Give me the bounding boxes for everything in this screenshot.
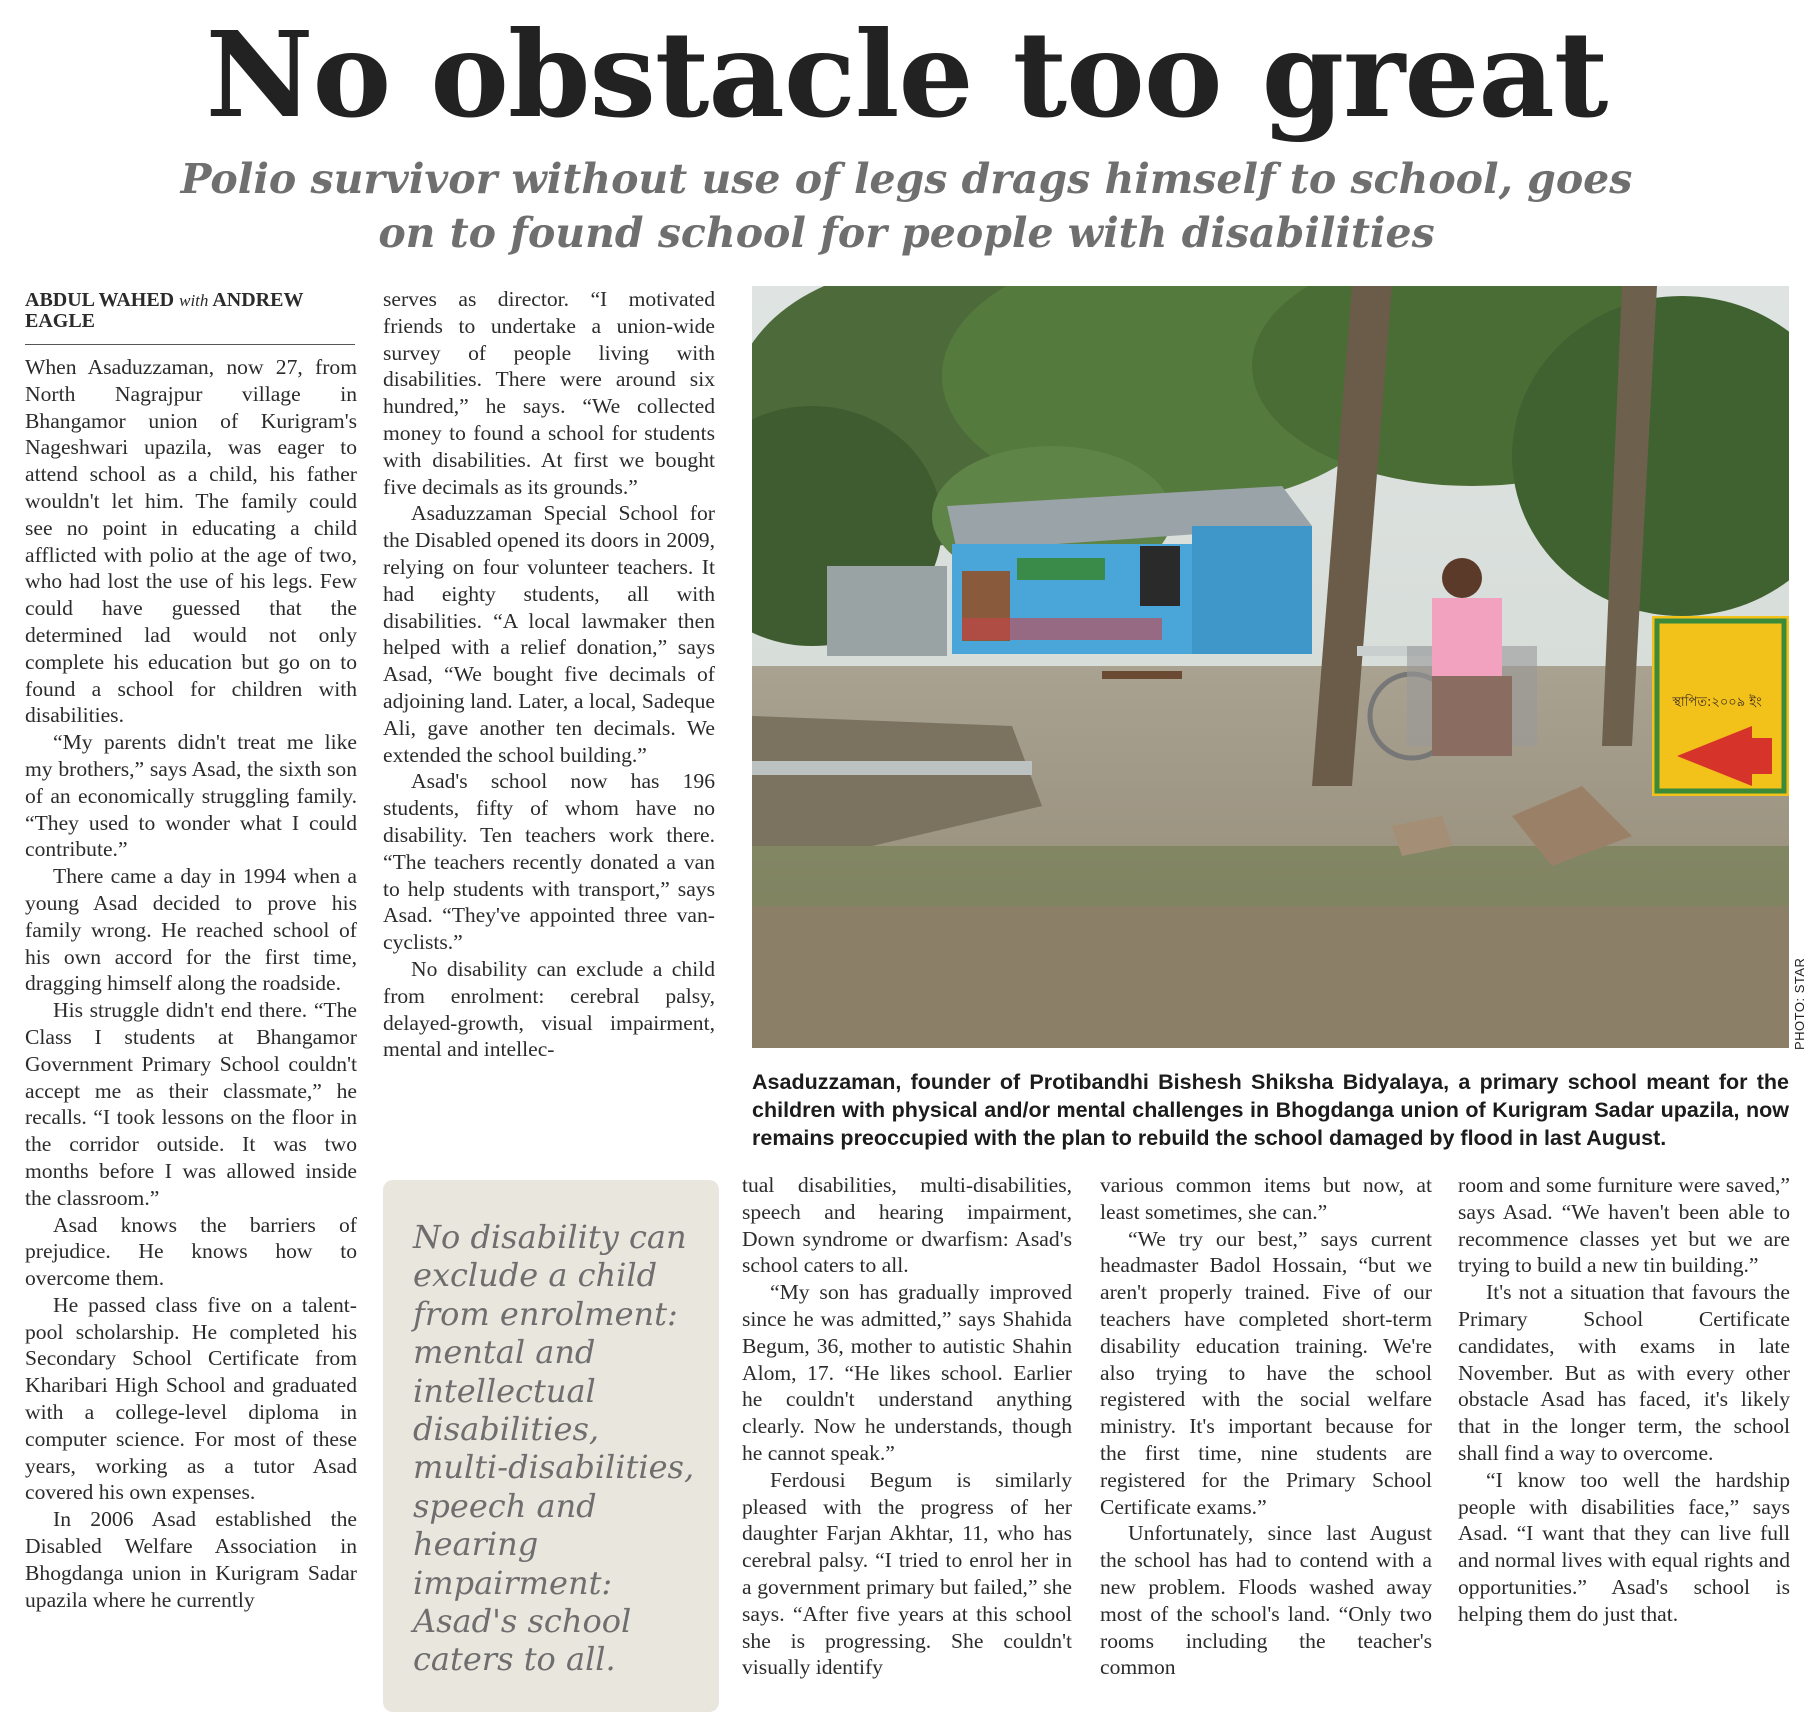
paragraph: “My son has gradually improved since he was admitted,” says Shahida Begum, 36, mother to autistic Shahin Alom, 17. “He likes school. Earlier he couldn't understand anything clearly. Now he understands, though he cannot speak.” (742, 1280, 1072, 1465)
paragraph: There came a day in 1994 when a young Asad decided to prove his family wrong. He reached school of his own accord for the first time, dragging himself along the roadside. (25, 864, 357, 996)
signboard-year: স্থাপিত:২০০৯ ইং (1672, 695, 1762, 710)
paragraph: various common items but now, at least sometimes, she can.” (1100, 1173, 1432, 1224)
paragraph: Ferdousi Begum is similarly pleased with the progress of her daughter Farjan Akhtar, 11, who has cerebral palsy. “I tried to enrol her in a government primary but failed,” she says. “After five years at this school she is progressing. She couldn't visually identify (742, 1467, 1072, 1680)
photo-caption: Asaduzzaman, founder of Protibandhi Bishesh Shiksha Bidyalaya, a primary school meant for the children with physical and/or mental challenges in Bhogdanga union of Kurigram Sadar upazila, now remains preoccupied with the plan to rebuild the school damaged by flood in last August. (752, 1070, 1789, 1150)
paragraph: Unfortunately, since last August the school has had to contend with a new problem. Floods washed away most of the school's land. “Only two rooms including the teacher's common (1100, 1521, 1432, 1680)
paragraph: His struggle didn't end there. “The Class I students at Bhangamor Government Primary School couldn't accept me as their classmate,” he recalls. “I took lessons on the floor in the corridor outside. It was two months before I was allowed inside the classroom.” (25, 998, 357, 1210)
paragraph: “My parents didn't treat me like my brothers,” says Asad, the sixth son of an economically struggling family. “They used to wonder what I could contribute.” (25, 730, 357, 862)
byline-with: with (179, 291, 209, 310)
article-column-2 (383, 286, 715, 1063)
paragraph: No disability can exclude a child from enrolment: cerebral palsy, delayed-growth, visual impairment, mental and intellec- (383, 956, 715, 1062)
paragraph: serves as director. “I motivated friends to undertake a union-wide survey of people living with disabilities. There were around six hundred,” he says. “We collected money to found a school for students with disabilities. At first we bought five decimals as its grounds.” (383, 287, 715, 499)
paragraph: Asaduzzaman Special School for the Disabled opened its doors in 2009, relying on four volunteer teachers. It had eighty students, all with disabilities. “A local lawmaker then helped with a relief donation,” says Asad, “We bought five decimals of adjoining land. Later, a local, Sadeque Ali, gave another ten decimals. We extended the school building.” (383, 501, 715, 767)
article-photo (752, 286, 1789, 1048)
photo-school-scene (752, 286, 1789, 1048)
paragraph: It's not a situation that favours the Primary School Certificate candidates, with exams in late November. But as with every other obstacle Asad has faced, it's likely that in the longer term, the school shall find a way to overcome. (1458, 1280, 1790, 1465)
subheadline: Polio survivor without use of legs drags himself to school, goes on to found school for people with disabilities (180, 155, 1633, 257)
byline (25, 290, 355, 332)
article-column-5 (1458, 1172, 1790, 1628)
paragraph: Asad knows the barriers of prejudice. He knows how to overcome them. (25, 1212, 357, 1291)
pull-quote-box (383, 1180, 719, 1712)
paragraph: “I know too well the hardship people with disabilities face,” says Asad. “I want that they can live full and normal lives with equal rights and opportunities.” Asad's school is helping them do just that. (1458, 1467, 1790, 1626)
paragraph: Asad's school now has 196 students, fifty of whom have no disability. Ten teachers work there. “The teachers recently donated a van to help students with transport,” says Asad. “They've appointed three van-cyclists.” (383, 769, 715, 955)
byline-rule (25, 344, 355, 345)
article-column-4 (1100, 1172, 1432, 1681)
paragraph: He passed class five on a talent-pool scholarship. He completed his Secondary School Certificate from Kharibari High School and graduated with a college-level diploma in computer science. For most of these years, working as a tutor Asad covered his own expenses. (25, 1292, 357, 1505)
byline-author-1: ABDUL WAHED (25, 289, 175, 311)
paragraph: “We try our best,” says current headmaster Badol Hossain, “but we aren't properly trained. Five of our teachers have completed short-term disability education training. We're also trying to have the school registered with the social welfare ministry. It's important because for the first time, nine students are registered for the Primary School Certificate exams.” (1100, 1226, 1432, 1519)
headline: No obstacle too great (205, 5, 1608, 144)
article-column-1 (25, 354, 357, 1613)
article-column-3 (742, 1172, 1072, 1681)
paragraph: When Asaduzzaman, now 27, from North Nagrajpur village in Bhangamor union of Kurigram's Nageshwari upazila, was eager to attend school as a child, his father wouldn't let him. The family could see no point in educating a child afflicted with polio at the age of two, who had lost the use of his legs. Few could have guessed that the determined lad would not only complete his education but go on to found a school for children with disabilities. (25, 355, 357, 728)
byline-author-2: ANDREW EAGLE (25, 289, 304, 332)
paragraph: room and some furniture were saved,” says Asad. “We haven't been able to recommence classes yet but we are trying to build a new tin building.” (1458, 1173, 1790, 1278)
pull-quote-text: No disability can exclude a child from enrolment: mental and intellectual disabilities, multi-disabilities, speech and hearing impairment: Asad's school caters to all. (413, 1218, 695, 1679)
paragraph: In 2006 Asad established the Disabled Welfare Association in Bhogdanga union in Kurigram Sadar upazila where he currently (25, 1507, 357, 1612)
paragraph: tual disabilities, multi-disabilities, speech and hearing impairment, Down syndrome or dwarfism: Asad's school caters to all. (742, 1173, 1072, 1278)
